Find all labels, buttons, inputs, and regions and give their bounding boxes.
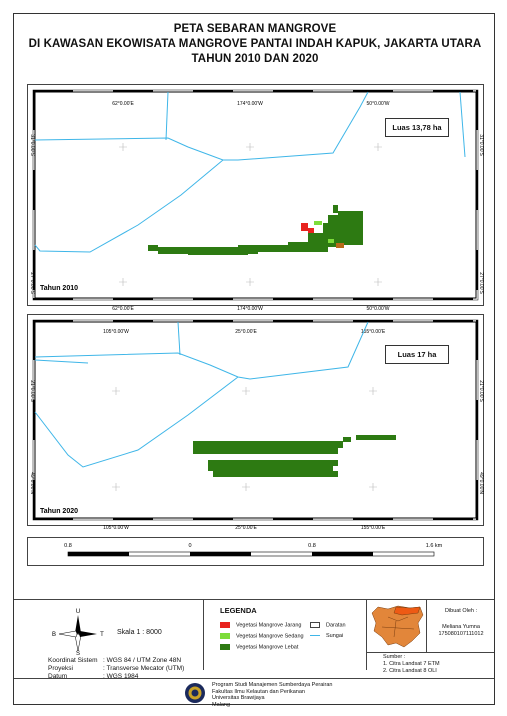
proj-key: Koordinat Sistem [48,657,98,664]
legend-item: Sungai [310,633,343,640]
bottom-panel [14,599,494,708]
mangrove-patches-2020 [193,435,396,477]
map-sheet [13,13,495,708]
university-logo-icon [184,682,206,704]
area-label-2020: Luas 17 ha [385,345,449,364]
legend-item: Vegetasi Mangrove Lebat [220,644,298,651]
right-tick-2: 49°0.00'N [478,472,484,494]
right-tick-2: 27°0.00'S [478,272,484,294]
top-tick-2: 25°0.00'E [235,329,257,335]
right-tick-1: 21°0.00'S [478,380,484,402]
inset-map [368,603,426,649]
maker-id: 175080107111012 [438,631,484,637]
proj-value: : Transverse Mecator (UTM) [103,665,185,672]
bottom-tick-2: 174°0.00'W [237,306,263,312]
map-2020-frame[interactable] [27,314,484,531]
bottom-tick-1: 62°0.00'E [112,306,134,312]
institution-cell [14,678,494,708]
institution-text: Program Studi Manajemen Sumberdaya Perairan Fakultas Ilmu Kelautan dan Perikanan Universitas Brawijaya Malang [212,682,333,708]
top-tick-1: 105°0.00'W [103,329,129,335]
east-label: T [100,632,104,638]
source-item: 1. Citra Landsat 7 ETM [383,661,440,667]
map-title-line3: TAHUN 2010 DAN 2020 [191,53,319,65]
bottom-tick-3: 155°0.00'E [360,525,386,531]
scale-bar-box [27,537,484,566]
area-label-2010: Luas 13,78 ha [385,118,449,137]
west-label: B [51,632,57,638]
legend-title: LEGENDA [220,606,257,615]
top-tick-1: 62°0.00'E [112,101,134,107]
scale-bar [28,538,483,565]
maker-heading: Dibuat Oleh : [444,608,478,614]
legend [214,600,366,670]
scale-label-3: 0.8 [308,543,316,549]
scale-label-1: 0.8 [64,543,72,549]
bottom-tick-1: 105°0.00'W [103,525,129,531]
map-2010-frame[interactable] [27,84,484,312]
left-tick-1: 31°0.00'S [29,134,35,156]
south-label: S [75,651,81,657]
map-title-line2: DI KAWASAN EKOWISATA MANGROVE PANTAI INDAH KAPUK, JAKARTA UTARA [28,38,482,50]
left-tick-2: 49°0.00'N [29,472,35,494]
maker-cell [426,600,494,652]
proj-value: : WGS 1984 [103,673,139,680]
legend-item: Daratan [310,622,346,629]
left-tick-2: 27°0.00'S [29,272,35,294]
source-item: 2. Citra Landsat 8 OLI [383,668,437,674]
top-tick-2: 174°0.00'W [237,101,263,107]
scale-ratio: Skala 1 : 8000 [117,629,162,636]
proj-key: Datum [48,673,68,680]
bottom-tick-3: 50°0.00'W [366,306,390,312]
north-arrow-icon [48,606,108,656]
legend-item: Vegetasi Mangrove Jarang [220,622,301,629]
scale-label-2: 0 [188,543,192,549]
scale-label-4: 1.6 km [425,543,443,549]
top-tick-3: 50°0.00'W [366,101,390,107]
right-tick-1: 31°0.00'S [478,134,484,156]
year-label-2020: Tahun 2020 [40,508,78,515]
bottom-tick-2: 25°0.00'E [235,525,257,531]
inset-map-cell [366,600,426,652]
left-tick-1: 21°0.00'S [29,380,35,402]
proj-value: : WGS 84 / UTM Zone 48N [103,657,182,664]
north-label: U [75,609,81,615]
top-tick-3: 155°0.00'E [360,329,386,335]
source-heading: Sumber : [383,654,406,660]
river-lines [35,92,465,252]
year-label-2010: Tahun 2010 [40,285,78,292]
north-skala-cell [14,600,204,680]
proj-key: Proyeksi [48,665,73,672]
mangrove-patches-2010 [148,205,363,255]
source-cell [366,652,494,674]
legend-item: Vegetasi Mangrove Sedang [220,633,304,640]
map-title-line1: PETA SEBARAN MANGROVE [173,23,337,35]
maker-name: Meliana Yumna [442,624,480,630]
